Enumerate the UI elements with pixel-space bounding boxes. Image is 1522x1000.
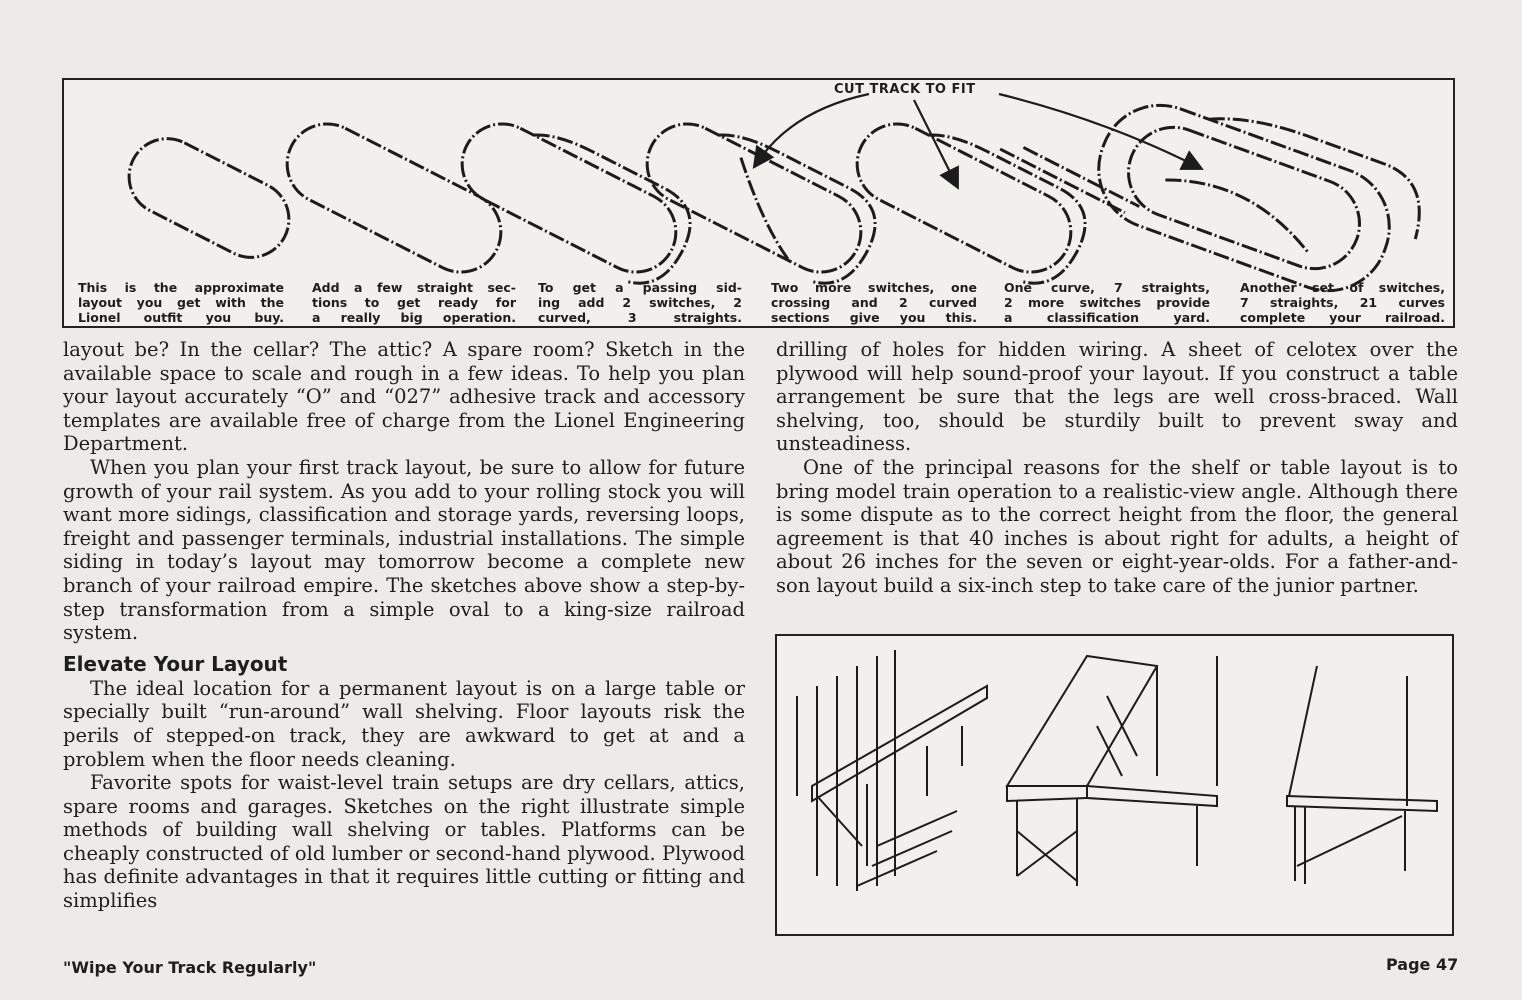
caption-3: To get a passing sid- ing add 2 switches, 2 curved, 3 straights. xyxy=(538,280,742,325)
shelving-figure xyxy=(775,634,1454,936)
wall-table-sketch xyxy=(1287,666,1437,884)
left-paragraph-1: layout be? In the cellar? The attic? A spare room? Sketch in the available space to scale and rough in a few ideas. To help you plan your layout accurately “O” and “027” adhesive track and accessory templates are available free of charge from the Lionel Engineering Department. xyxy=(63,338,745,456)
left-paragraph-4: Favorite spots for waist-level train setups are dry cellars, attics, spare rooms and garages. Sketches on the right illustrate simple methods of building wall shelving or tables. Platforms can be cheaply constructed of old lumber or second-hand plywood. Plywood has definite advantages in that it requires little cutting or fitting and simplifies xyxy=(63,771,745,913)
left-paragraph-3: The ideal location for a permanent layout is on a large table or specially built “run-around” wall shelving. Floor layouts risk the perils of stepped-on track, they are awkward to get at and a problem when the floor needs cleaning. xyxy=(63,676,745,771)
caption-4: Two more switches, one crossing and 2 curved sections give you this. xyxy=(771,280,977,325)
right-column xyxy=(776,338,1458,598)
left-column xyxy=(63,338,745,913)
caption-2: Add a few straight sec- tions to get ready for a really big operation. xyxy=(312,280,516,325)
shelving-illustration xyxy=(777,636,1452,934)
layout-4-crossing xyxy=(630,99,889,297)
track-layout-figure xyxy=(62,78,1455,328)
footer-tagline: "Wipe Your Track Regularly" xyxy=(63,958,317,977)
wall-shelf-sketch xyxy=(797,650,987,891)
layout-5-yard xyxy=(840,82,1140,314)
layout-2-oval xyxy=(273,110,514,286)
right-paragraph-2: One of the principal reasons for the shelf or table layout is to bring model train operation to a realistic-view angle. Although there is some dispute as to the correct height from the floor, the general agreement is that 40 inches is about right for adults, a height of about 26 inches for the seven or eight-year-olds. For a father-and-son layout build a six-inch step to take care of the junior partner. xyxy=(776,455,1458,597)
left-paragraph-2: When you plan your first track layout, be sure to allow for future growth of your rail system. As you add to your rolling stock you will want more sidings, classification and storage yards, reversing loops, freight and passenger terminals, industrial installations. The simple siding in today’s layout may tomorrow become a complete new branch of your railroad empire. The sketches above show a step-by-step transformation from a simple oval to a king-size railroad system. xyxy=(63,455,745,645)
caption-1: This is the approximate layout you get with the Lionel outfit you buy. xyxy=(78,280,284,325)
cut-arrows xyxy=(759,94,1194,180)
page-number: Page 47 xyxy=(1386,955,1459,974)
cut-track-label: CUT TRACK TO FIT xyxy=(834,82,976,97)
right-paragraph-1: drilling of holes for hidden wiring. A sheet of celotex over the plywood will help sound-proof your layout. If you construct a table arrangement be sure that the legs are well cross-braced. Wall shelving, too, should be sturdily built to prevent sway and unsteadiness. xyxy=(776,338,1458,456)
caption-5: One curve, 7 straights, 2 more switches provide a classification yard. xyxy=(1004,280,1210,325)
table-frame-sketch xyxy=(1007,656,1217,886)
layout-1-oval xyxy=(116,126,302,271)
section-heading: Elevate Your Layout xyxy=(63,651,288,676)
caption-6: Another set of switches, 7 straights, 21 curves complete your railroad. xyxy=(1240,280,1445,325)
